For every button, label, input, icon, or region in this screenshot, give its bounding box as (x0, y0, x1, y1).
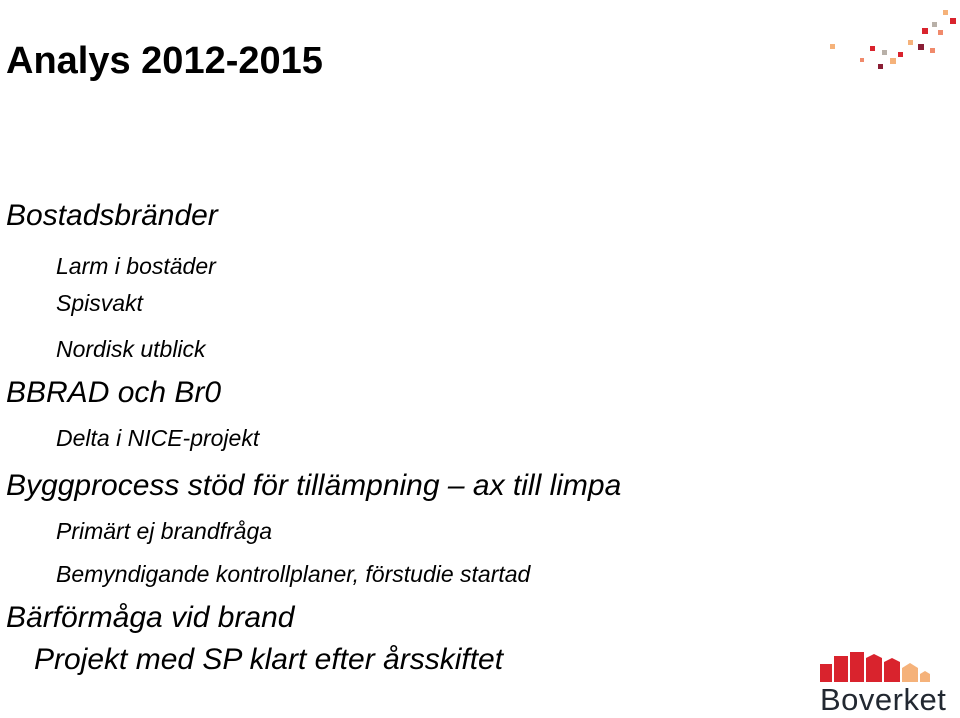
outline-subitem: Bemyndigande kontrollplaner, förstudie startad (56, 561, 531, 587)
logo-house (902, 663, 918, 682)
decorative-dots (810, 0, 960, 80)
outline-item: BBRAD och Br0 (6, 376, 222, 409)
decor-dot (950, 18, 956, 24)
decor-dot (908, 40, 913, 45)
decor-dot (922, 28, 928, 34)
decor-dot (918, 44, 924, 50)
outline-subitem: Spisvakt (56, 290, 143, 316)
decor-dot (878, 64, 883, 69)
logo-house (920, 671, 930, 682)
boverket-logo-icon (812, 646, 932, 682)
outline-subitem: Larm i bostäder (56, 253, 216, 279)
outline-subitem: Primärt ej brandfråga (56, 518, 273, 544)
decor-dot (932, 22, 937, 27)
decor-dot (860, 58, 864, 62)
outline-item: Bärförmåga vid brand (6, 601, 295, 634)
outline-item: Bostadsbränder (6, 199, 218, 232)
logo-bar (850, 652, 864, 682)
outline-subitem: Delta i NICE-projekt (56, 425, 260, 451)
logo-house (884, 658, 900, 682)
decor-dot (938, 30, 943, 35)
outline-item: Projekt med SP klart efter årsskiftet (34, 643, 504, 676)
decor-dot (930, 48, 935, 53)
logo-bar (834, 656, 848, 682)
boverket-logo-text: Boverket (820, 682, 947, 717)
decor-dot (898, 52, 903, 57)
logo-bar (820, 664, 832, 682)
outline-subitem: Nordisk utblick (56, 336, 206, 362)
logo-house (866, 654, 882, 682)
outline-item: Byggprocess stöd för tillämpning – ax till limpa (6, 469, 622, 502)
decor-dot (943, 10, 948, 15)
decor-dot (830, 44, 835, 49)
slide-title: Analys 2012-2015 (6, 40, 323, 82)
decor-dot (882, 50, 887, 55)
decor-dot (870, 46, 875, 51)
decor-dot (890, 58, 896, 64)
